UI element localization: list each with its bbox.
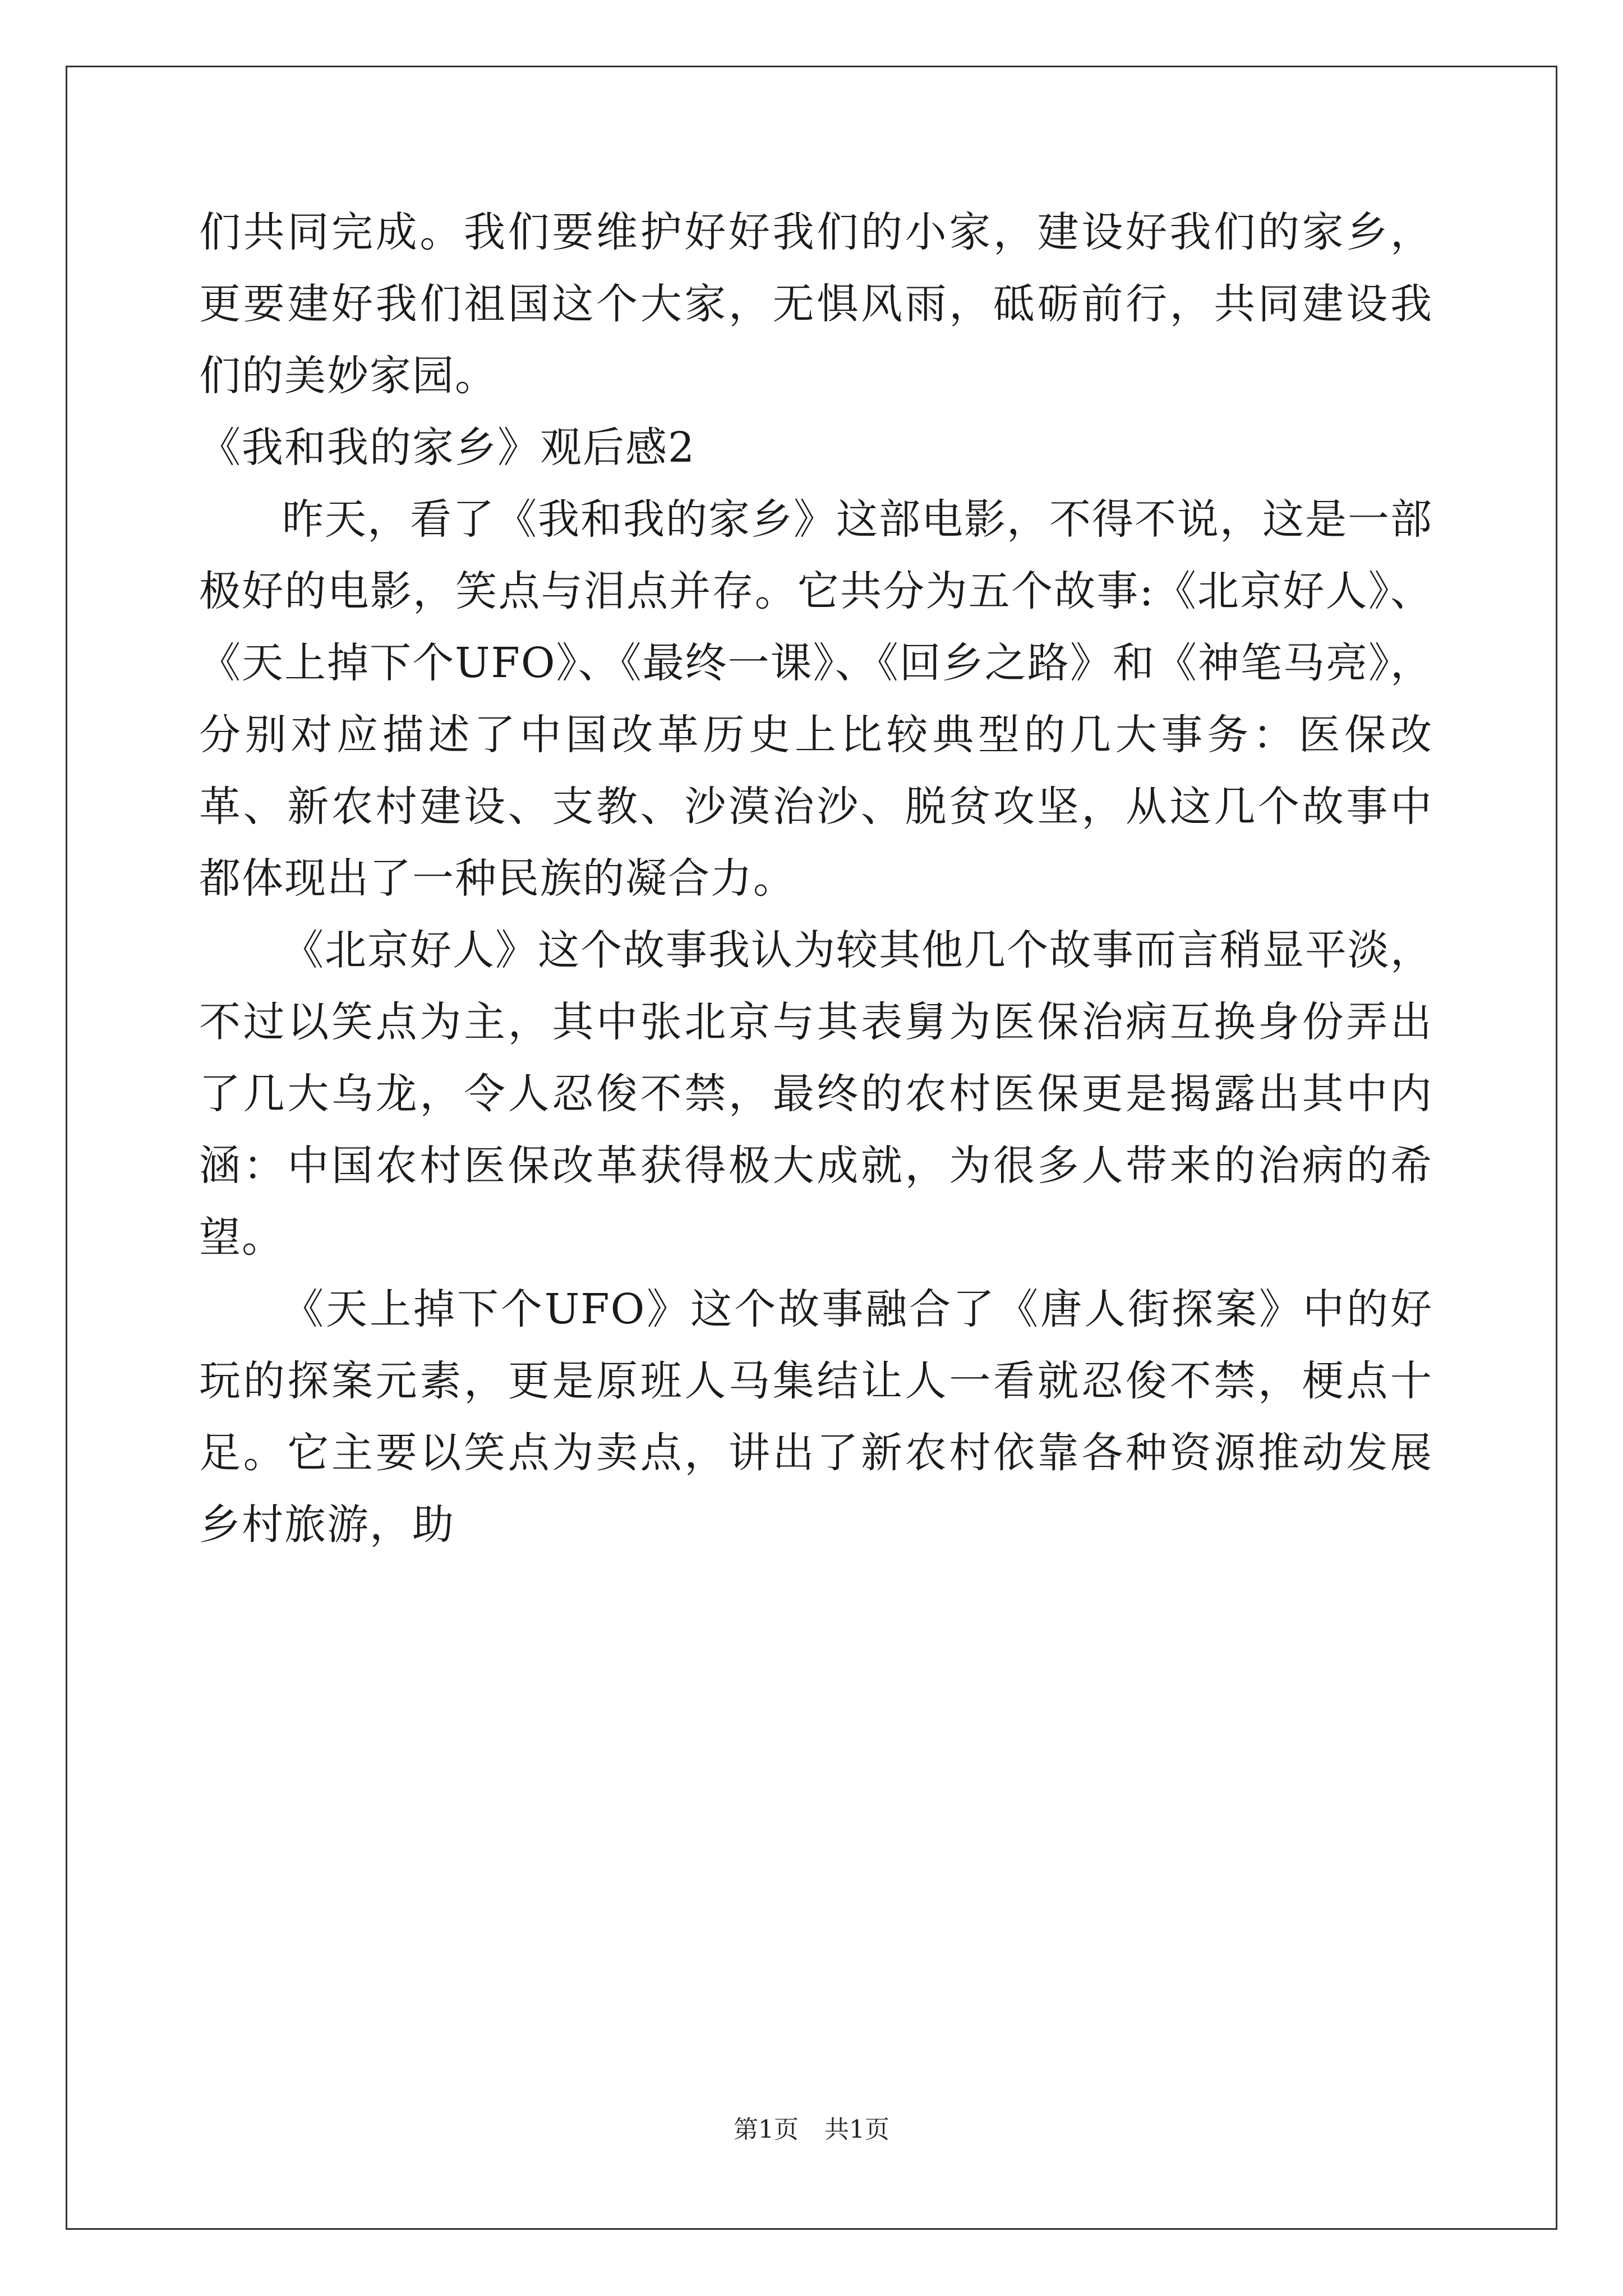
- document-body: [199, 196, 1433, 1561]
- section-heading: 《我和我的家乡》观后感2: [199, 424, 696, 472]
- page-number: 第1页: [734, 2115, 799, 2144]
- paragraph-intro: 昨天，看了《我和我的家乡》这部电影，不得不说，这是一部极好的电影，笑点与泪点并存。它共分为五个故事:《北京好人》、《天上掉下个UFO》、《最终一课》、《回乡之路》和《神笔马亮》，分别对应描述了中国改革历史上比较典型的几大事务：医保改革、新农村建设、支教、沙漠治沙、脱贫攻坚，从这几个故事中都体现出了一种民族的凝合力。: [199, 495, 1433, 903]
- page-total: 共1页: [824, 2115, 889, 2144]
- paragraph-beijing-good-man: 《北京好人》这个故事我认为较其他几个故事而言稍显平淡，不过以笑点为主，其中张北京与其表舅为医保治病互换身份弄出了几大乌龙，令人忍俊不禁，最终的农村医保更是揭露出其中内涵：中国农村医保改革获得极大成就，为很多人带来的治病的希望。: [199, 926, 1433, 1262]
- page-footer: [0, 2109, 1623, 2145]
- paragraph-ufo: 《天上掉下个UFO》这个故事融合了《唐人街探案》中的好玩的探案元素，更是原班人马集结让人一看就忍俊不禁，梗点十足。它主要以笑点为卖点，讲出了新农村依靠各种资源推动发展乡村旅游，助: [199, 1285, 1433, 1549]
- paragraph-continuation: 们共同完成。我们要维护好好我们的小家，建设好我们的家乡，更要建好我们祖国这个大家，无惧风雨，砥砺前行，共同建设我们的美妙家园。: [199, 208, 1433, 400]
